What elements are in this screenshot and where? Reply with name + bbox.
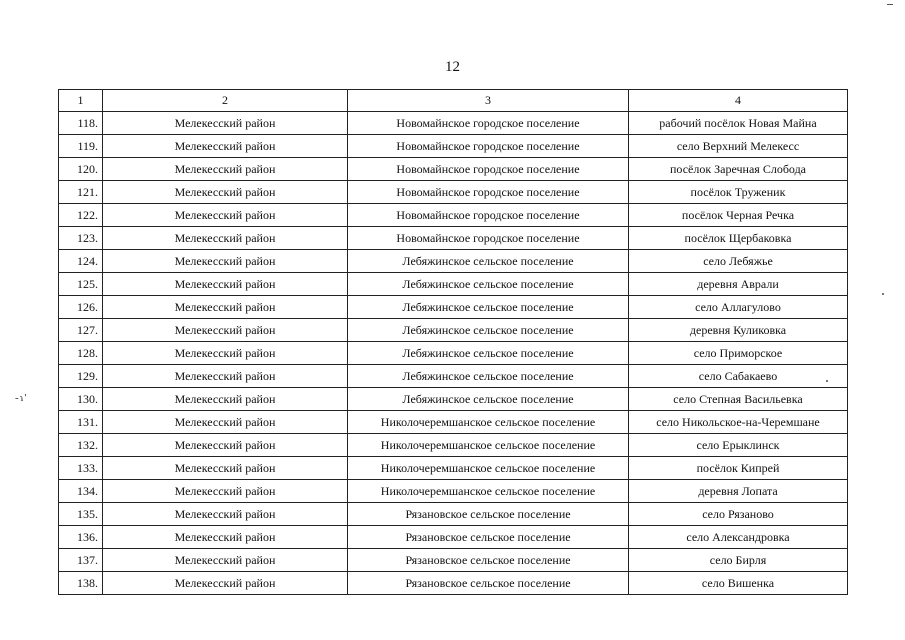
row-number: 135. xyxy=(59,503,103,526)
settlement-cell: Новомайнское городское поселение xyxy=(348,227,629,250)
locality-cell: рабочий посёлок Новая Майна xyxy=(629,112,848,135)
column-header-3: 3 xyxy=(348,90,629,112)
table-row xyxy=(59,296,848,319)
settlement-cell: Лебяжинское сельское поселение xyxy=(348,273,629,296)
settlement-cell: Лебяжинское сельское поселение xyxy=(348,250,629,273)
table-row xyxy=(59,411,848,434)
district-cell: Мелекесский район xyxy=(103,434,348,457)
district-cell: Мелекесский район xyxy=(103,388,348,411)
column-header-4: 4 xyxy=(629,90,848,112)
settlement-cell: Николочеремшанское сельское поселение xyxy=(348,480,629,503)
district-cell: Мелекесский район xyxy=(103,158,348,181)
scan-artifact xyxy=(882,293,884,295)
table-row xyxy=(59,388,848,411)
row-number: 133. xyxy=(59,457,103,480)
locality-cell: деревня Лопата xyxy=(629,480,848,503)
district-cell: Мелекесский район xyxy=(103,549,348,572)
locality-cell: село Ерыклинск xyxy=(629,434,848,457)
row-number: 122. xyxy=(59,204,103,227)
district-cell: Мелекесский район xyxy=(103,296,348,319)
locality-cell: село Вишенка xyxy=(629,572,848,595)
locality-cell: село Сабакаево xyxy=(629,365,848,388)
district-cell: Мелекесский район xyxy=(103,227,348,250)
locality-cell: село Александровка xyxy=(629,526,848,549)
settlements-table xyxy=(58,89,848,595)
table-row xyxy=(59,227,848,250)
table-row xyxy=(59,273,848,296)
district-cell: Мелекесский район xyxy=(103,319,348,342)
settlement-cell: Лебяжинское сельское поселение xyxy=(348,296,629,319)
district-cell: Мелекесский район xyxy=(103,526,348,549)
locality-cell: деревня Куликовка xyxy=(629,319,848,342)
table-row xyxy=(59,181,848,204)
district-cell: Мелекесский район xyxy=(103,135,348,158)
table-row xyxy=(59,135,848,158)
row-number: 129. xyxy=(59,365,103,388)
column-header-2: 2 xyxy=(103,90,348,112)
table-row xyxy=(59,503,848,526)
district-cell: Мелекесский район xyxy=(103,250,348,273)
settlement-cell: Лебяжинское сельское поселение xyxy=(348,388,629,411)
row-number: 136. xyxy=(59,526,103,549)
row-number: 132. xyxy=(59,434,103,457)
row-number: 121. xyxy=(59,181,103,204)
district-cell: Мелекесский район xyxy=(103,572,348,595)
row-number: 126. xyxy=(59,296,103,319)
table-row xyxy=(59,365,848,388)
locality-cell: посёлок Щербаковка xyxy=(629,227,848,250)
row-number: 130. xyxy=(59,388,103,411)
table-row xyxy=(59,457,848,480)
table-row xyxy=(59,204,848,227)
locality-cell: село Приморское xyxy=(629,342,848,365)
row-number: 137. xyxy=(59,549,103,572)
row-number: 128. xyxy=(59,342,103,365)
row-number: 127. xyxy=(59,319,103,342)
settlement-cell: Рязановское сельское поселение xyxy=(348,503,629,526)
district-cell: Мелекесский район xyxy=(103,342,348,365)
table-row xyxy=(59,158,848,181)
locality-cell: село Лебяжье xyxy=(629,250,848,273)
settlement-cell: Николочеремшанское сельское поселение xyxy=(348,411,629,434)
settlement-cell: Лебяжинское сельское поселение xyxy=(348,319,629,342)
row-number: 119. xyxy=(59,135,103,158)
district-cell: Мелекесский район xyxy=(103,112,348,135)
column-header-1: 1 xyxy=(59,90,103,112)
settlement-cell: Новомайнское городское поселение xyxy=(348,112,629,135)
row-number: 131. xyxy=(59,411,103,434)
table-body xyxy=(59,112,848,595)
table-row xyxy=(59,250,848,273)
settlement-cell: Рязановское сельское поселение xyxy=(348,572,629,595)
margin-scan-mark: -ɿ' xyxy=(15,392,28,404)
row-number: 120. xyxy=(59,158,103,181)
settlement-cell: Лебяжинское сельское поселение xyxy=(348,365,629,388)
settlement-cell: Новомайнское городское поселение xyxy=(348,158,629,181)
settlement-cell: Новомайнское городское поселение xyxy=(348,181,629,204)
district-cell: Мелекесский район xyxy=(103,181,348,204)
table-row xyxy=(59,112,848,135)
settlement-cell: Николочеремшанское сельское поселение xyxy=(348,457,629,480)
locality-cell: посёлок Заречная Слобода xyxy=(629,158,848,181)
table-row xyxy=(59,434,848,457)
row-number: 118. xyxy=(59,112,103,135)
district-cell: Мелекесский район xyxy=(103,365,348,388)
locality-cell: село Рязаново xyxy=(629,503,848,526)
locality-cell: посёлок Кипрей xyxy=(629,457,848,480)
settlement-cell: Новомайнское городское поселение xyxy=(348,204,629,227)
table-row xyxy=(59,480,848,503)
locality-cell: село Бирля xyxy=(629,549,848,572)
district-cell: Мелекесский район xyxy=(103,457,348,480)
table-row xyxy=(59,549,848,572)
table-row xyxy=(59,319,848,342)
table-row xyxy=(59,526,848,549)
page-number: 12 xyxy=(445,59,460,75)
row-number: 123. xyxy=(59,227,103,250)
table-row xyxy=(59,572,848,595)
locality-cell: село Аллагулово xyxy=(629,296,848,319)
settlement-cell: Лебяжинское сельское поселение xyxy=(348,342,629,365)
district-cell: Мелекесский район xyxy=(103,503,348,526)
district-cell: Мелекесский район xyxy=(103,411,348,434)
settlement-cell: Рязановское сельское поселение xyxy=(348,549,629,572)
district-cell: Мелекесский район xyxy=(103,204,348,227)
table-header-row xyxy=(59,90,848,112)
locality-cell: село Степная Васильевка xyxy=(629,388,848,411)
scan-artifact xyxy=(887,4,893,5)
district-cell: Мелекесский район xyxy=(103,480,348,503)
district-cell: Мелекесский район xyxy=(103,273,348,296)
locality-cell: посёлок Труженик xyxy=(629,181,848,204)
settlement-cell: Рязановское сельское поселение xyxy=(348,526,629,549)
row-number: 134. xyxy=(59,480,103,503)
settlement-cell: Николочеремшанское сельское поселение xyxy=(348,434,629,457)
row-number: 125. xyxy=(59,273,103,296)
locality-cell: посёлок Черная Речка xyxy=(629,204,848,227)
settlement-cell: Новомайнское городское поселение xyxy=(348,135,629,158)
locality-cell: деревня Аврали xyxy=(629,273,848,296)
locality-cell: село Никольское-на-Черемшане xyxy=(629,411,848,434)
locality-cell: село Верхний Мелекесс xyxy=(629,135,848,158)
row-number: 124. xyxy=(59,250,103,273)
table-row xyxy=(59,342,848,365)
scan-artifact xyxy=(826,380,828,382)
row-number: 138. xyxy=(59,572,103,595)
